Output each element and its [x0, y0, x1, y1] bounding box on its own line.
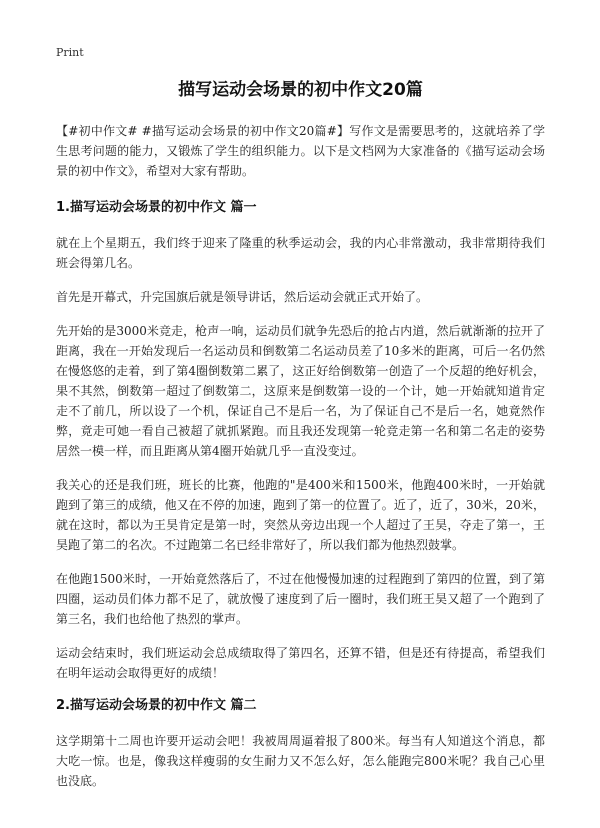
paragraph: 就在上个星期五，我们终于迎来了隆重的秋季运动会，我的内心非常激动，我非常期待我们班会得第几名。 — [56, 236, 545, 270]
paragraph: 首先是开幕式，升完国旗后就是领导讲话，然后运动会就正式开始了。 — [56, 290, 429, 304]
paragraph: 我关心的还是我们班，班长的比赛，他跑的"是400米和1500米，他跑400米时，一开始就跑到了第三的成绩，他又在不停的加速，跑到了第一的位置了。近了，近了，30米，20米，就在这时，都以为王昊肯定是第一时，突然从旁边出现一个人超过了王昊，夺走了第一，王昊跑了第二的名次。不过跑第二名已经非常好了，所以我们都为他热烈鼓掌。 — [56, 478, 545, 552]
paragraph: 这学期第十二周也许要开运动会吧！我被周周逼着报了800米。每当有人知道这个消息，都大吃一惊。也是，像我这样瘦弱的女生耐力又不怎么好，怎么能跑完800米呢？我自己心里也没底。 — [56, 734, 545, 788]
paragraph: 在他跑1500米时，一开始竟然落后了，不过在他慢慢加速的过程跑到了第四的位置，到了第四圈，运动员们体力都不足了，就放慢了速度到了后一圈时，我们班王昊又超了一个跑到了第三名，我们也给他了热烈的掌声。 — [56, 572, 545, 626]
print-link[interactable]: Print — [56, 46, 84, 59]
document-title: 描写运动会场景的初中作文20篇 — [178, 80, 423, 100]
intro-paragraph: 【#初中作文# #描写运动会场景的初中作文20篇#】写作文是需要思考的，这就培养了学生思考问题的能力，又锻炼了学生的组织能力。以下是文档网为大家准备的《描写运动会场景的初中作文》，希望对大家有帮助。 — [56, 124, 545, 178]
section-heading-2: 2.描写运动会场景的初中作文 篇二 — [56, 698, 257, 713]
section-heading-1: 1.描写运动会场景的初中作文 篇一 — [56, 200, 257, 215]
paragraph: 先开始的是3000米竞走，枪声一响，运动员们就争先恐后的抢占内道，然后就渐渐的拉开了距离，我在一开始发现后一名运动员和倒数第二名运动员差了10多米的距离，可后一名仍然在慢悠悠的走着，到了第4圈倒数第二累了，这正好给倒数第一创造了一个反超的绝好机会，果不其然，倒数第一超过了倒数第二，这原来是倒数第一设的一个计，她一开始就知道肯定走不了前几，所以设了一个机，保证自己不是后一名，为了保证自己不是后一名，她竟然作弊，竟走可她一看自己被超了就抓紧跑。而且我还发现第一轮竞走第一名和第二名走的姿势居然一模一样，而且距离从第4圈开始就几乎一直没变过。 — [56, 324, 545, 458]
paragraph: 运动会结束时，我们班运动会总成绩取得了第四名，还算不错，但是还有待提高，希望我们在明年运动会取得更好的成绩！ — [56, 646, 545, 680]
